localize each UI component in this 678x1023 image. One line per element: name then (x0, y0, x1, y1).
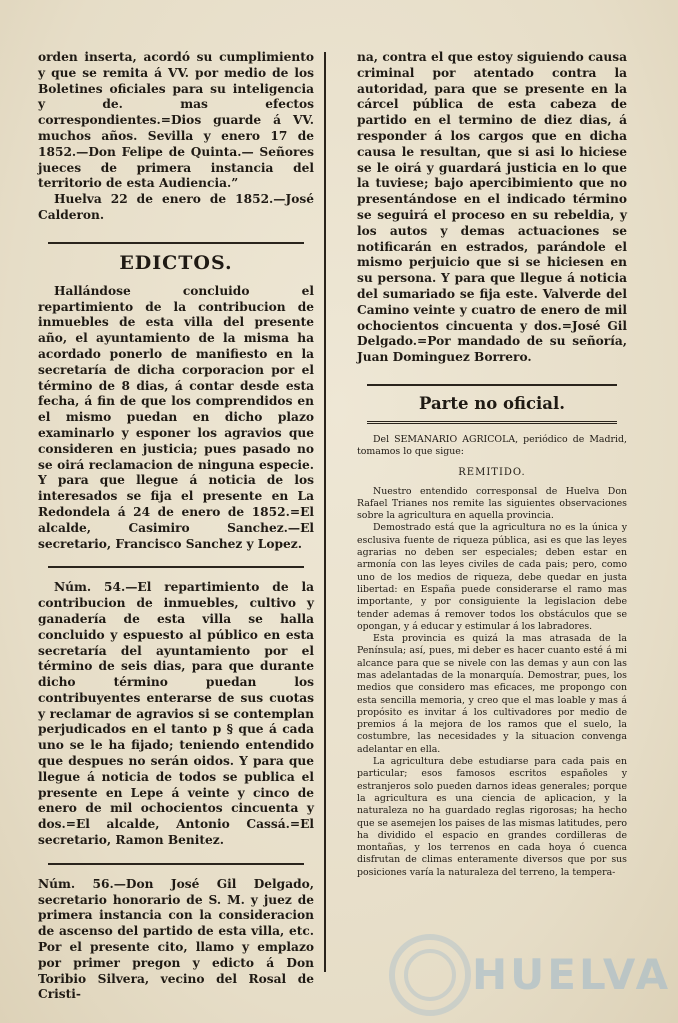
edictos-heading: EDICTOS. (119, 251, 233, 274)
double-rule (367, 421, 617, 424)
paragraph-semanario: Del SEMANARIO AGRICOLA, periódico de Madrid, tomamos lo que sigue: (357, 433, 627, 458)
paragraph-orden-inserta: orden inserta, acordó su cumplimiento y que se remita á VV. por medio de los Boletines oficiales para su inteligencia y de. mas efectos correspondientes.=Dios guarde á VV. muchos años. Sevilla y enero 17 de 1852.—Don Felipe de Quinta.— Señores jueces de primera instancia del territorio de esta Audiencia.” (38, 50, 314, 191)
paragraph-num-54: Núm. 54.—El repartimiento de la contribucion de inmuebles, cultivo y ganadería de esta villa se halla concluido y espuesto al público en esta secretaría del ayuntamiento por el término de seis dias, para que durante dicho término puedan los contribuyentes enterarse de sus cuotas y reclamar de agravios si se contemplan perjudicados en el tanto p § que á cada uno se le ha fijado; teniendo entendido que despues no serán oidos. Y para que llegue á noticia de todos se publica el presente en Lepe á veinte y cinco de enero de mil ochocientos cincuenta y dos.=El alcalde, Antonio Cassá.=El secretario, Ramon Benitez. (38, 580, 314, 848)
paragraph-num-56: Núm. 56.—Don José Gil Delgado, secretario honorario de S. M. y juez de primera instancia con la consideracion de ascenso del partido de esta villa, etc. Por el presente cito, llamo y emplazo por primer pregon y edicto á Don Toribio Silvera, vecino del Rosal de Cristi- (38, 876, 314, 1002)
parte-no-oficial-heading: Parte no oficial. (419, 393, 565, 413)
section-rule (367, 384, 617, 386)
left-column (38, 50, 314, 1003)
separator-rule (48, 566, 304, 568)
section-rule (48, 242, 304, 244)
paragraph-edicto-redondela: Hallándose concluido el repartimiento de la contribucion de inmuebles de esta villa del presente año, el ayuntamiento de la misma ha acordado ponerlo de manifiesto en la secretaría de dicha corporacion por el término de 8 dias, á contar desde esta fecha, á fin de que los comprendidos en el mismo puedan en dicho plazo examinarlo y esponer los agravios que consideren en justicia; pues pasado no se oirá reclamacion de ninguna especie. Y para que llegue á noticia de los interesados se fija el presente en La Redondela á 24 de enero de 1852.=El alcalde, Casimiro Sanchez.—El secretario, Francisco Sanchez y Lopez. (38, 283, 314, 551)
paragraph-remitido-2: Demostrado está que la agricultura no es la única y esclusiva fuente de riqueza pública, asi es que las leyes agrarias no deben ser especiales; deben estar en armonía con las leyes civiles de cada pais; pero, como uno de los medios de riqueza, debe quedar en justa libertad: en España puede considerarse el ramo mas importante, y por consiguiente la legislacion debe tender ademas á remover todos los obstáculos que se opongan, y á educar y estimular á los labradores. (357, 522, 627, 632)
paragraph-huelva-signature: Huelva 22 de enero de 1852.—José Calderon. (38, 192, 314, 222)
remitido-heading: REMITIDO. (458, 466, 526, 478)
paragraph-remitido-3: Esta provincia es quizá la mas atrasada de la Península; así, pues, mi deber es hacer cuanto esté á mi alcance para que se nivele con las demas y aun con las mas adelantadas de la monarquía. Demostrar, pues, los medios que considero mas eficaces, me propongo con esta sencilla memoria, y creo que el mas loable y mas á propósito es invitar á los cultivadores por medio de premios á la mejora de los ramos que el suelo, la costumbre, las necesidades y la situacion convenga adelantar en ella. (357, 633, 627, 755)
watermark-text: HUELVA (472, 950, 672, 999)
right-column (357, 50, 627, 1003)
column-divider (324, 52, 326, 972)
paragraph-remitido-4: La agricultura debe estudiarse para cada pais en particular; esos famosos escritos españoles y estranjeros solo pueden darnos ideas generales; porque la agricultura es una ciencia de aplicacion, y la naturaleza no ha guardado reglas rigorosas; ha hecho que se asemejen los paises de las mismas latitudes, pero ha dividido el espacio en grandes cordilleras de montañas, y los terrenos en cada hoya ó cuenca disfrutan de climas enteramente diversos que por sus posiciones varía la naturaleza del terreno, la tempera- (357, 756, 627, 878)
separator-rule (48, 863, 304, 865)
paragraph-continuation: na, contra el que estoy siguiendo causa criminal por atentado contra la autoridad, para que se presente en la cárcel pública de esta cabeza de partido en el termino de diez dias, á responder á los cargos que en dicha causa le resultan, que si asi lo hiciese se le oirá y guardará justicia en lo que la tuviese; bajo apercibimiento que no presentándose en el indicado término se seguirá el proceso en su rebeldia, y los autos y demas actuaciones se notificarán en estrados, parándole el mismo perjuicio que si se hiciesen en su persona. Y para que llegue á noticia del sumariado se fija este. Valverde del Camino veinte y cuatro de enero de mil ochocientos cincuenta y dos.=José Gil Delgado.=Por mandado de su señoría, Juan Dominguez Borrero. (357, 50, 627, 365)
paragraph-remitido-1: Nuestro entendido corresponsal de Huelva Don Rafael Trianes nos remite las siguientes observaciones sobre la agricultura en aquella provincia. (357, 485, 627, 522)
